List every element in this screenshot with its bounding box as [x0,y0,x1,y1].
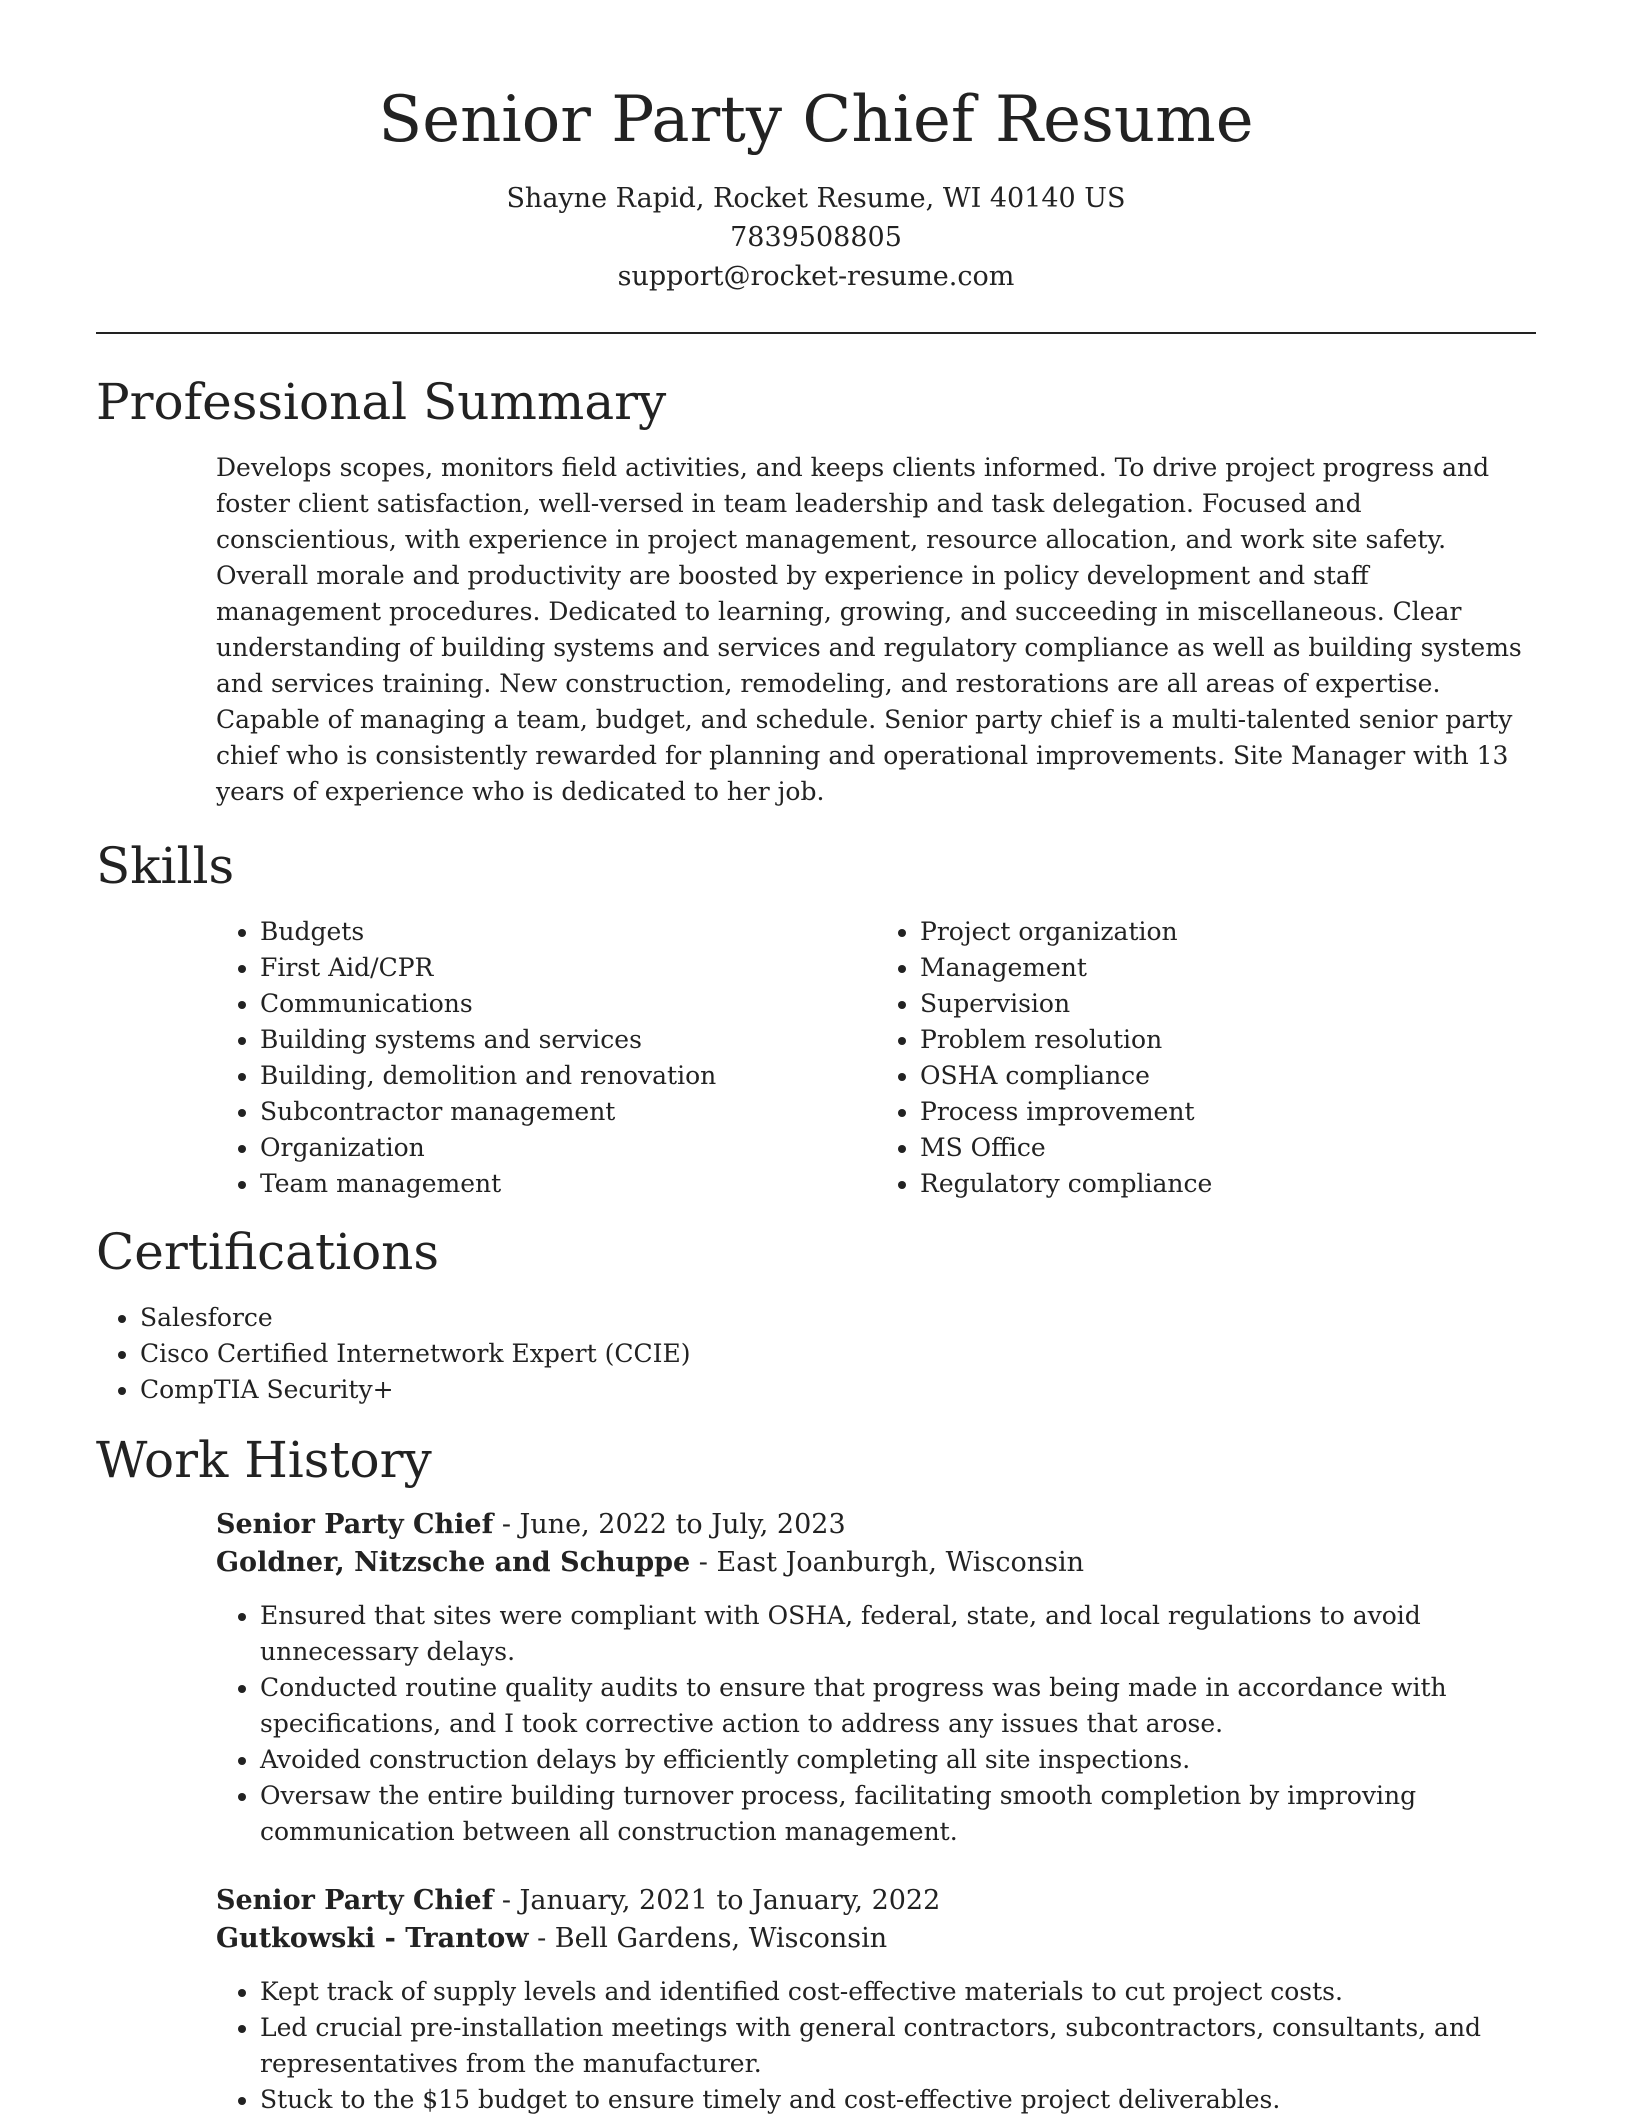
header-divider [96,332,1536,334]
skill-item: • OSHA compliance [920,1058,1536,1094]
skill-item: • Subcontractor management [260,1094,876,1130]
job-company-line [216,1920,1536,1958]
job-bullet: • Led crucial pre-installation meetings with general contractors, subcontractors, consultants, and representatives from the manufacturer. [260,2010,1536,2082]
job-bullet: • Stuck to the $15 budget to ensure timely and cost-effective project deliverables. [260,2082,1536,2118]
skills-section [96,836,1536,1202]
contact-email: support@rocket-resume.com [617,260,1015,292]
job-title-line [216,1882,1536,1920]
skill-item: • Supervision [920,986,1536,1022]
certifications-heading: Certifications [96,1222,440,1281]
skill-item: • Organization [260,1130,876,1166]
job-bullet: • Ensured that sites were compliant with OSHA, federal, state, and local regulations to avoid unnecessary delays. [260,1598,1536,1670]
summary-heading: Professional Summary [96,372,667,431]
skills-grid [216,914,1536,1202]
resume-page [96,0,1536,2118]
job-company: Gutkowski - Trantow [216,1922,529,1954]
skill-item: • Management [920,950,1536,986]
work-history-heading: Work History [96,1430,432,1489]
job-bullets [216,1974,1536,2118]
summary-section [96,372,1536,810]
skill-item: • Problem resolution [920,1022,1536,1058]
work-history-section [96,1430,1536,2118]
job-company: Goldner, Nitzsche and Schuppe [216,1546,691,1578]
job-bullets [216,1598,1536,1850]
job-title: Senior Party Chief [216,1884,494,1916]
skill-item: • Regulatory compliance [920,1166,1536,1202]
skill-item: • Team management [260,1166,876,1202]
job-bullet: • Avoided construction delays by efficiently completing all site inspections. [260,1742,1536,1778]
certifications-list [96,1300,1536,1408]
job-dates: - June, 2022 to July, 2023 [493,1508,846,1540]
summary-text: Develops scopes, monitors field activities, and keeps clients informed. To drive project progress and foster client satisfaction, well-versed in team leadership and task delegation. Focused and conscientious, with experience in project management, resource allocation, and work site safety. Overall morale and productivity are boosted by experience in policy development and staff management procedures. Dedicated to learning, growing, and succeeding in miscellaneous. Clear understanding of building systems and services and regulatory compliance as well as building systems and services training. New construction, remodeling, and restorations are all areas of expertise. Capable of managing a team, budget, and schedule. Senior party chief is a multi-talented senior party chief who is consistently rewarded for planning and operational improvements. Site Manager with 13 years of experience who is dedicated to her job. [216,452,1522,806]
job-title-line [216,1506,1536,1544]
job-location: - East Joanburgh, Wisconsin [690,1546,1084,1578]
job-bullet: • Kept track of supply levels and identified cost-effective materials to cut project costs. [260,1974,1536,2010]
job-dates: - January, 2021 to January, 2022 [493,1884,941,1916]
job-entry [216,1882,1536,2118]
resume-title: Senior Party Chief Resume [378,83,1254,157]
skill-item: • Building systems and services [260,1022,876,1058]
job-bullet: • Oversaw the entire building turnover process, facilitating smooth completion by improving communication between all construction management. [260,1778,1536,1850]
certification-item: • Salesforce [140,1300,1536,1336]
job-title: Senior Party Chief [216,1508,494,1540]
skill-item: • Process improvement [920,1094,1536,1130]
skills-heading: Skills [96,836,235,895]
skill-item: • Project organization [920,914,1536,950]
certification-item: • CompTIA Security+ [140,1372,1536,1408]
skill-item: • Budgets [260,914,876,950]
job-entry [216,1506,1536,1850]
skill-item: • MS Office [920,1130,1536,1166]
contact-phone: 7839508805 [730,221,902,253]
skill-item: • Communications [260,986,876,1022]
contact-block [96,179,1536,296]
skills-list-right [876,914,1536,1202]
contact-address: Shayne Rapid, Rocket Resume, WI 40140 US [506,182,1126,214]
job-company-line [216,1544,1536,1582]
job-location: - Bell Gardens, Wisconsin [528,1922,888,1954]
certifications-section [96,1222,1536,1408]
job-bullet: • Conducted routine quality audits to ensure that progress was being made in accordance with specifications, and I took corrective action to address any issues that arose. [260,1670,1536,1742]
certification-item: • Cisco Certified Internetwork Expert (CCIE) [140,1336,1536,1372]
skills-list-left [216,914,876,1202]
skill-item: • Building, demolition and renovation [260,1058,876,1094]
skill-item: • First Aid/CPR [260,950,876,986]
